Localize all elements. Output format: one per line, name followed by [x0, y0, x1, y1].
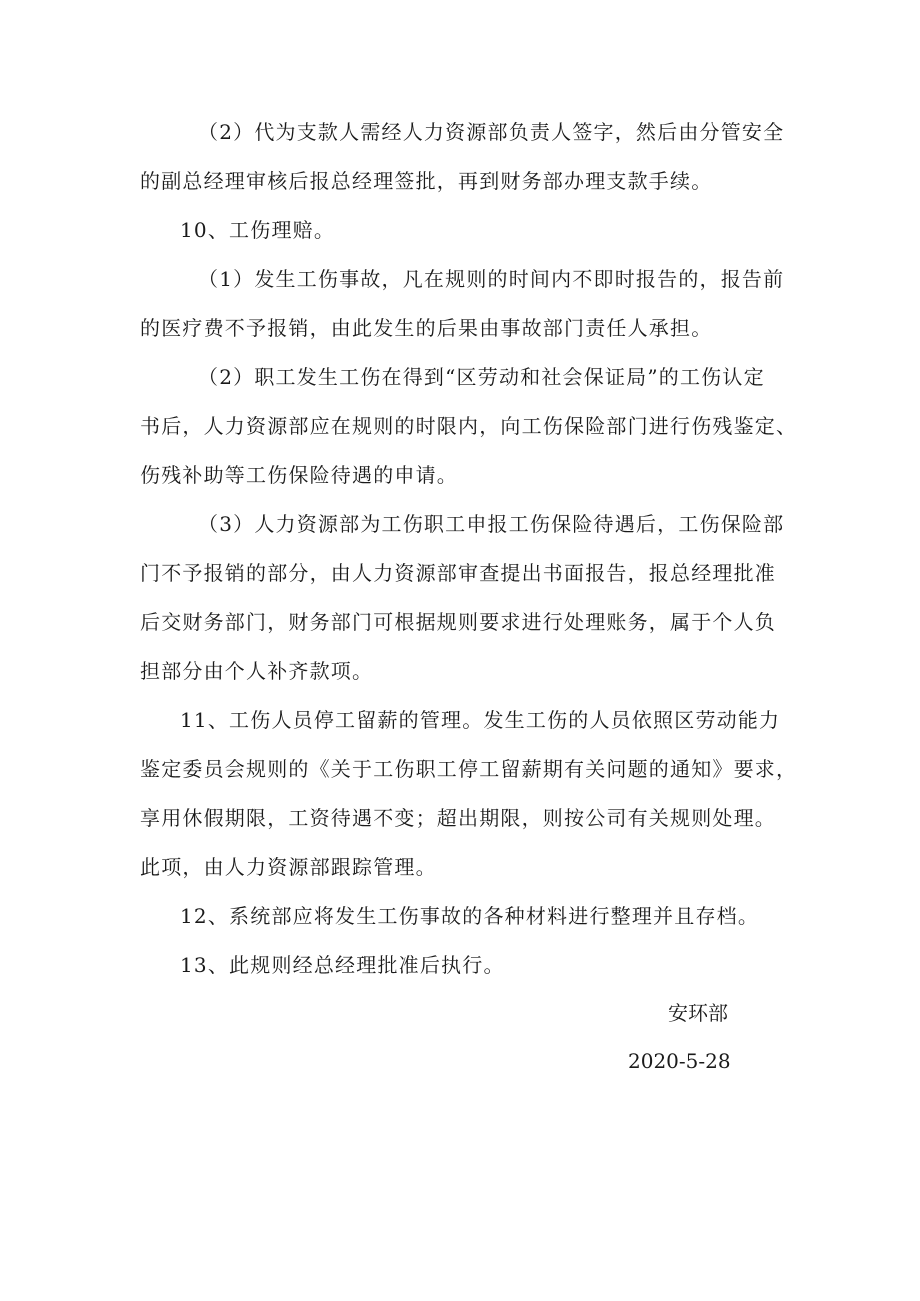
paragraph-line: 的副总经理审核后报总经理签批，再到财务部办理支款手续。: [140, 169, 713, 193]
paragraph-line: 书后，人力资源部应在规则的时限内，向工伤保险部门进行伤残鉴定、: [140, 414, 798, 438]
paragraph-line: 门不予报销的部分，由人力资源部审查提出书面报告，报总经理批准: [140, 561, 776, 585]
paragraph-line: （2）职工发生工伤在得到“区劳动和社会保证局”的工伤认定: [198, 365, 765, 389]
section-heading-13: 13、此规则经总经理批准后执行。: [180, 953, 505, 977]
section-heading-11: 11、工伤人员停工留薪的管理。发生工伤的人员依照区劳动能力: [180, 708, 781, 732]
paragraph-line: （2）代为支款人需经人力资源部负责人签字，然后由分管安全: [198, 120, 785, 144]
paragraph-line: 此项，由人力资源部跟踪管理。: [140, 855, 437, 879]
section-heading-12: 12、系统部应将发生工伤事故的各种材料进行整理并且存档。: [180, 904, 760, 928]
section-heading-10: 10、工伤理赔。: [180, 218, 336, 242]
paragraph-line: 伤残补助等工伤保险待遇的申请。: [140, 463, 458, 487]
paragraph-line: （1）发生工伤事故，凡在规则的时间内不即时报告的，报告前: [198, 267, 785, 291]
paragraph-line: 担部分由个人补齐款项。: [140, 659, 374, 683]
paragraph-line: （3）人力资源部为工伤职工申报工伤保险待遇后，工伤保险部: [198, 512, 785, 536]
paragraph-line: 鉴定委员会规则的《关于工伤职工停工留薪期有关问题的通知》要求，: [140, 757, 798, 781]
paragraph-line: 后交财务部门，财务部门可根据规则要求进行处理账务，属于个人负: [140, 610, 776, 634]
signature-department: 安环部: [668, 1001, 728, 1025]
signature-date: 2020-5-28: [628, 1049, 731, 1073]
paragraph-line: 享用休假期限，工资待遇不变；超出期限，则按公司有关规则处理。: [140, 806, 776, 830]
paragraph-line: 的医疗费不予报销，由此发生的后果由事故部门责任人承担。: [140, 316, 713, 340]
